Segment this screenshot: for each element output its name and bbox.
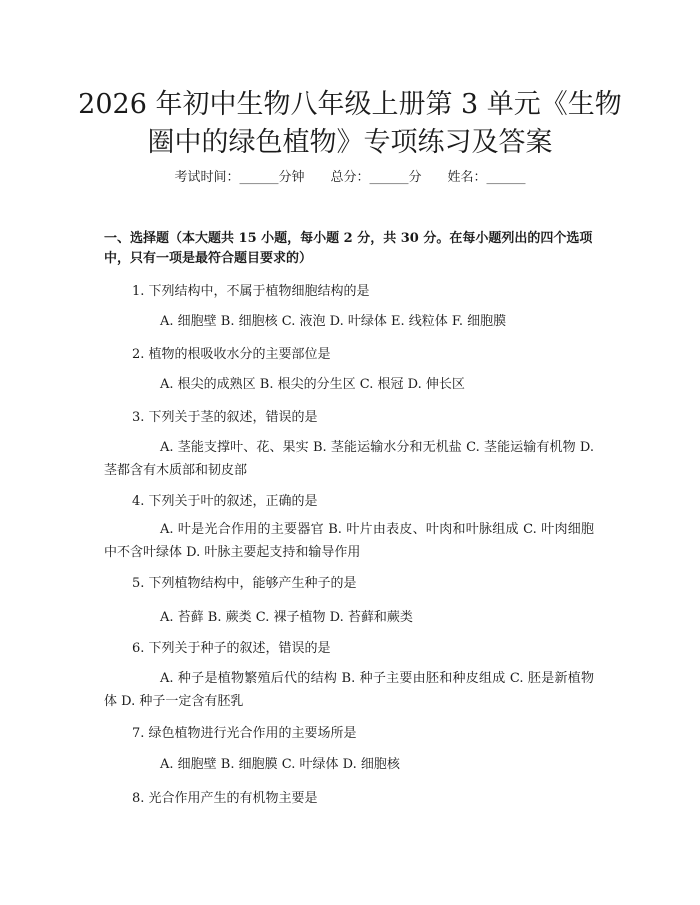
section-heading-multiple-choice: 一、选择题（本大题共 15 小题，每小题 2 分，共 30 分。在每小题列出的四个选项中，只有一项是最符合题目要求的） xyxy=(104,231,593,266)
question-1-stem: 1. 下列结构中，不属于植物细胞结构的是 xyxy=(132,284,370,299)
question-6-options: A. 种子是植物繁殖后代的结构 B. 种子主要由胚和种皮组成 C. 胚是新植物体 D. 种子一定含有胚乳 xyxy=(104,671,594,709)
question-5-stem: 5. 下列植物结构中，能够产生种子的是 xyxy=(132,576,357,591)
title-line-2: 圈中的绿色植物》专项练习及答案 xyxy=(147,127,553,158)
question-4-stem: 4. 下列关于叶的叙述，正确的是 xyxy=(132,494,318,509)
question-2-options: A. 根尖的成熟区 B. 根尖的分生区 C. 根冠 D. 伸长区 xyxy=(160,377,465,392)
question-4-options: A. 叶是光合作用的主要器官 B. 叶片由表皮、叶肉和叶脉组成 C. 叶肉细胞中不含叶绿体 D. 叶脉主要起支持和输导作用 xyxy=(104,522,594,560)
question-3-stem: 3. 下列关于茎的叙述，错误的是 xyxy=(132,410,318,425)
question-3-options: A. 茎能支撑叶、花、果实 B. 茎能运输水分和无机盐 C. 茎能运输有机物 D. 茎都含有木质部和韧皮部 xyxy=(104,440,594,478)
exam-score-field: 总分：______分 xyxy=(330,170,422,185)
title-line-1: 2026 年初中生物八年级上册第 3 单元《生物 xyxy=(78,89,622,120)
question-7-stem: 7. 绿色植物进行光合作用的主要场所是 xyxy=(132,726,357,741)
question-7-options: A. 细胞壁 B. 细胞膜 C. 叶绿体 D. 细胞核 xyxy=(160,757,400,772)
question-1-options: A. 细胞壁 B. 细胞核 C. 液泡 D. 叶绿体 E. 线粒体 F. 细胞膜 xyxy=(160,314,507,329)
document-title xyxy=(60,86,640,162)
question-5-options: A. 苔藓 B. 蕨类 C. 裸子植物 D. 苔藓和蕨类 xyxy=(160,610,413,625)
exam-info-line xyxy=(0,169,700,187)
student-name-field: 姓名：______ xyxy=(447,170,526,185)
exam-time-field: 考试时间：______分钟 xyxy=(174,170,305,185)
question-8-stem: 8. 光合作用产生的有机物主要是 xyxy=(132,791,318,806)
question-6-stem: 6. 下列关于种子的叙述，错误的是 xyxy=(132,641,331,656)
question-2-stem: 2. 植物的根吸收水分的主要部位是 xyxy=(132,347,331,362)
